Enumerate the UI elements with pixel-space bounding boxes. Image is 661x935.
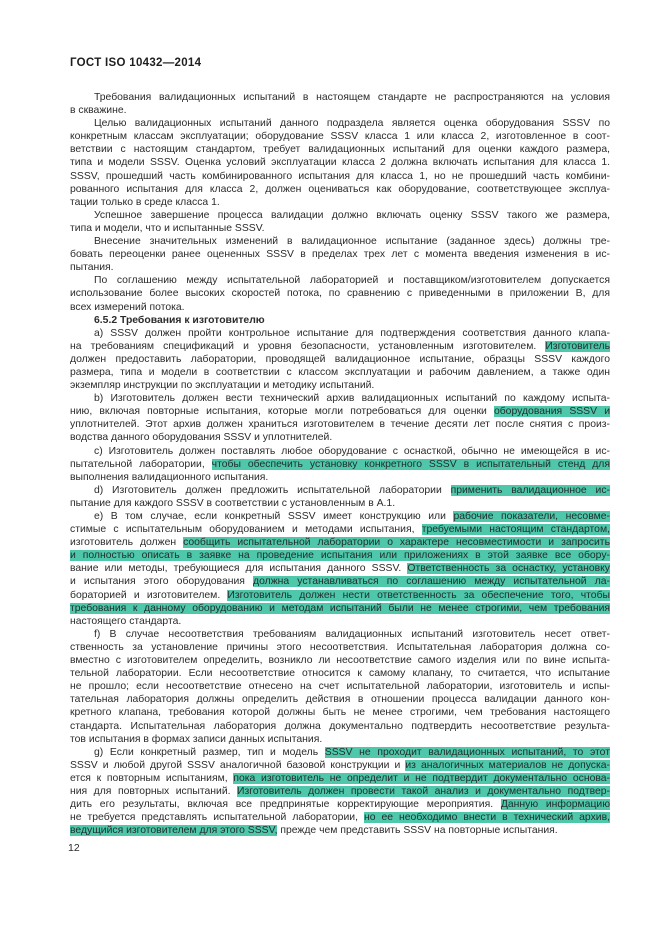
- text-segment: ется к повторным испытаниям,: [70, 772, 234, 784]
- paragraph: [70, 209, 610, 235]
- text-line: [70, 510, 610, 523]
- highlighted-text: оборудования SSSV и: [493, 406, 610, 418]
- text-line: [70, 235, 610, 248]
- text-line: [70, 733, 610, 746]
- text-line: [70, 772, 610, 785]
- text-line: [70, 497, 610, 510]
- text-line: [70, 327, 610, 340]
- text-segment: прежде чем представить SSSV на повторные испытания.: [277, 825, 558, 837]
- text-line: [70, 183, 610, 196]
- text-segment: пытание для каждого SSSV в соответствии с установленным в А.1.: [70, 497, 396, 509]
- highlighted-text: Изготовитель должен провести такой анализ и документально подтвер-: [237, 785, 610, 797]
- highlighted-text: Ответственность за оснастку, установку: [407, 563, 610, 575]
- text-line: [70, 156, 610, 169]
- text-line: [70, 209, 610, 222]
- text-segment: выполнения валидационного испытания.: [70, 471, 269, 483]
- text-line: [70, 720, 610, 733]
- highlighted-text: Данную информацию: [500, 799, 610, 811]
- text-line: [70, 484, 610, 497]
- text-line: [70, 261, 610, 274]
- text-segment: тов испытания в формах записи данных испытания.: [70, 733, 323, 745]
- text-segment: изготовитель должен: [70, 537, 184, 549]
- text-line: [70, 274, 610, 287]
- text-segment: Успешное завершение процесса валидации должно включать оценку SSSV такого же размера,: [94, 209, 610, 221]
- text-segment: f) В случае несоответствия требованиям валидационных испытаний изготовитель несет ответ-: [94, 628, 610, 640]
- text-segment: тации только в среде класса 1.: [70, 196, 220, 208]
- text-segment: e) В том случае, если конкретный SSSV имеет конструкцию или: [94, 511, 454, 522]
- text-segment: всех измерений потока.: [70, 301, 185, 313]
- text-line: [70, 143, 610, 156]
- text-segment: бораторией и изготовителем.: [70, 589, 228, 601]
- text-segment: тательная лаборатория должны определить действия в отношении процесса валидации данного кон-: [70, 694, 610, 706]
- highlighted-text: чтобы обеспечить установку конкретного SSSV в испытательный стенд для: [211, 458, 611, 470]
- paragraph: [70, 274, 610, 313]
- text-segment: SSSV, прошедший часть комбинированного испытания для класса 1, но не прошедший часть комбини-: [70, 170, 610, 182]
- text-segment: 6.5.2 Требования к изготовителю: [94, 314, 265, 326]
- paragraph: [70, 392, 610, 444]
- document-header: ГОСТ ISO 10432—2014: [70, 57, 202, 69]
- text-segment: По соглашению между испытательной лабораторией и поставщиком/изготовителем допускается: [94, 275, 610, 287]
- highlighted-text: но ее необходимо внести в технический архив,: [363, 812, 610, 824]
- text-line: [70, 366, 610, 379]
- paragraph: [70, 235, 610, 274]
- text-segment: ния для повторных испытаний.: [70, 785, 238, 797]
- paragraph: [70, 510, 610, 628]
- text-segment: на требованиям спецификаций и уровня безопасности, установленным изготовителем.: [70, 340, 546, 352]
- text-line: [70, 445, 610, 458]
- text-line: [70, 431, 610, 444]
- text-segment: a) SSSV должен пройти контрольное испытание для подтверждения соответствия данного клапа-: [94, 327, 610, 339]
- text-line: [70, 798, 610, 811]
- text-segment: SSSV и любой другой SSSV аналогичной базовой конструкции и: [70, 759, 406, 771]
- text-line: [70, 523, 610, 536]
- highlighted-text: ведущийся изготовителем для этого SSSV,: [70, 825, 278, 837]
- text-segment: уплотнителей. Этот архив должен храниться изготовителем в течение десяти лет после снятия с произ-: [70, 419, 610, 431]
- text-line: [70, 654, 610, 667]
- text-segment: ственность за установление причины этого несоответствия. Испытательная лаборатория должна со-: [70, 641, 610, 653]
- text-segment: дить его результаты, включая все предпринятые корректирующие мероприятия.: [70, 799, 501, 811]
- text-line: [70, 680, 610, 693]
- text-segment: рованного испытания для класса 2, должен оцениваться как оборудование, соответствующее эксплуа-: [70, 183, 610, 195]
- text-line: [70, 405, 610, 418]
- text-segment: не требуется представлять испытательной лаборатории,: [70, 812, 364, 824]
- highlighted-text: рабочие показатели, несовме-: [453, 511, 610, 522]
- highlighted-text: требуемыми настоящим стандартом,: [421, 524, 610, 536]
- text-segment: стандарта. Испытательная лаборатория должна документально подтвердить несоответствие результа-: [70, 720, 610, 732]
- text-line: [70, 667, 610, 680]
- text-line: [70, 301, 610, 314]
- text-segment: нию, включая повторные испытания, которые могли потребоваться для оценки: [70, 406, 494, 418]
- text-line: [70, 746, 610, 759]
- text-line: [70, 392, 610, 405]
- text-segment: c) Изготовитель должен поставлять любое оборудование с оснасткой, обычно не имеющейся в ис-: [94, 445, 610, 457]
- text-line: [70, 130, 610, 143]
- text-line: [70, 628, 610, 641]
- text-line: [70, 91, 610, 104]
- text-segment: Целью валидационных испытаний данного подраздела является оценка оборудования SSSV по: [94, 118, 610, 130]
- text-segment: конкретным классам эксплуатации; оборудование SSSV класса 1 или класса 2, изготовленное в соот-: [70, 131, 610, 143]
- highlighted-text: и полностью описать в заявке на проведение испытания или приложениях в этой заявке все обору-: [70, 550, 610, 562]
- highlighted-text: Изготовитель должен нести ответственность за обеспечение того, чтобы: [227, 589, 611, 601]
- text-segment: ветствии с настоящим стандартом, требует валидационных испытаний для оценки каждого размера,: [70, 144, 610, 156]
- highlighted-text: пока изготовитель не определит и не подтвердит документально основа-: [233, 772, 610, 784]
- text-segment: вместно с изготовителем определить, возникло ли несоответствие самого изделия или по вине испыта-: [70, 655, 610, 667]
- highlighted-text: SSSV не проходит валидационных испытаний, то этот: [324, 746, 610, 758]
- highlighted-text: требования к данному оборудованию и методам испытаний были не менее строгими, чем требования: [70, 602, 610, 614]
- text-line: [70, 641, 610, 654]
- text-line: [70, 759, 610, 772]
- text-line: [70, 222, 610, 235]
- text-line: [70, 549, 610, 562]
- text-segment: настоящего стандарта.: [70, 615, 182, 627]
- text-segment: стимые с испытательным оборудованием и методами испытания,: [70, 524, 422, 536]
- text-segment: бовать переоценки ранее оцененных SSSV в пределах трех лет с момента введения изменения в ис-: [70, 249, 610, 261]
- section-heading: [70, 314, 610, 327]
- paragraph: [70, 628, 610, 746]
- highlighted-text: Изготовитель: [545, 340, 610, 352]
- text-line: [70, 706, 610, 719]
- text-line: [70, 314, 610, 327]
- page-number: 12: [68, 842, 80, 854]
- text-line: [70, 418, 610, 431]
- text-segment: тельной лаборатории. Если несоответствие относится к самому клапану, то считается, что испытание: [70, 668, 610, 680]
- text-line: [70, 353, 610, 366]
- text-segment: пытательной лаборатории,: [70, 458, 212, 470]
- text-segment: Требования валидационных испытаний в настоящем стандарте не распространяются на условия: [94, 92, 610, 103]
- text-segment: использование более высоких скоростей потока, по сравнению с приведенными в приложении В, для: [70, 288, 610, 300]
- text-segment: g) Если конкретный размер, тип и модель: [94, 746, 325, 758]
- paragraph: [70, 117, 610, 209]
- text-segment: водства данного оборудования SSSV и уплотнителей.: [70, 432, 333, 444]
- text-line: [70, 471, 610, 484]
- text-segment: b) Изготовитель должен вести технический архив валидационных испытаний по каждому испыта-: [94, 393, 610, 405]
- text-line: [70, 785, 610, 798]
- text-segment: не прошло; если несоответствие отнесено на счет испытательной лаборатории, изготовитель и испы-: [70, 681, 610, 693]
- highlighted-text: сообщить испытательной лаборатории о характере несовместимости и запросить: [183, 537, 610, 549]
- text-segment: типа и модели SSSV. Оценка условий эксплуатации класса 2 должна включать испытания для класса 1.: [70, 157, 610, 169]
- text-segment: экземпляр инструкции по эксплуатации и методику испытаний.: [70, 380, 375, 392]
- paragraph: [70, 327, 610, 392]
- text-line: [70, 589, 610, 602]
- text-line: [70, 693, 610, 706]
- text-segment: в скважине.: [70, 105, 127, 117]
- text-line: [70, 340, 610, 353]
- text-line: [70, 575, 610, 588]
- document-body: [70, 91, 610, 837]
- text-line: [70, 615, 610, 628]
- text-segment: должен предоставить лаборатории, проводящей валидационное испытание, образцы SSSV каждого: [70, 353, 610, 365]
- text-line: [70, 117, 610, 130]
- text-segment: размера, типа и модели в соответствии с классом эксплуатации и рабочим давлением, а также один: [70, 366, 610, 378]
- text-line: [70, 170, 610, 183]
- text-line: [70, 824, 610, 837]
- text-segment: и испытания этого оборудования: [70, 576, 254, 588]
- text-segment: пытания.: [70, 262, 114, 274]
- text-line: [70, 104, 610, 117]
- text-line: [70, 602, 610, 615]
- paragraph: [70, 445, 610, 484]
- text-line: [70, 379, 610, 392]
- text-line: [70, 562, 610, 575]
- text-segment: Внесение значительных изменений в валидационное испытание (заданное здесь) должны тре-: [94, 236, 610, 248]
- text-segment: кретного клапана, требования которой должны быть не менее строгими, чем требования настоящего: [70, 707, 610, 719]
- highlighted-text: применить валидационное ис-: [450, 484, 610, 496]
- paragraph: [70, 746, 610, 838]
- text-line: [70, 536, 610, 549]
- text-segment: типа и модели, что и испытанные SSSV.: [70, 222, 265, 234]
- text-segment: d) Изготовитель должен предложить испытательной лаборатории: [94, 484, 451, 496]
- highlighted-text: должна устанавливаться по соглашению между испытательной ла-: [253, 576, 610, 588]
- text-line: [70, 196, 610, 209]
- text-line: [70, 811, 610, 824]
- text-line: [70, 248, 610, 261]
- highlighted-text: из аналогичных материалов не допуска-: [405, 759, 610, 771]
- text-line: [70, 287, 610, 300]
- text-line: [70, 458, 610, 471]
- text-segment: вание или методы, требующиеся для испытания данного SSSV.: [70, 563, 408, 575]
- paragraph: [70, 484, 610, 510]
- paragraph: [70, 91, 610, 117]
